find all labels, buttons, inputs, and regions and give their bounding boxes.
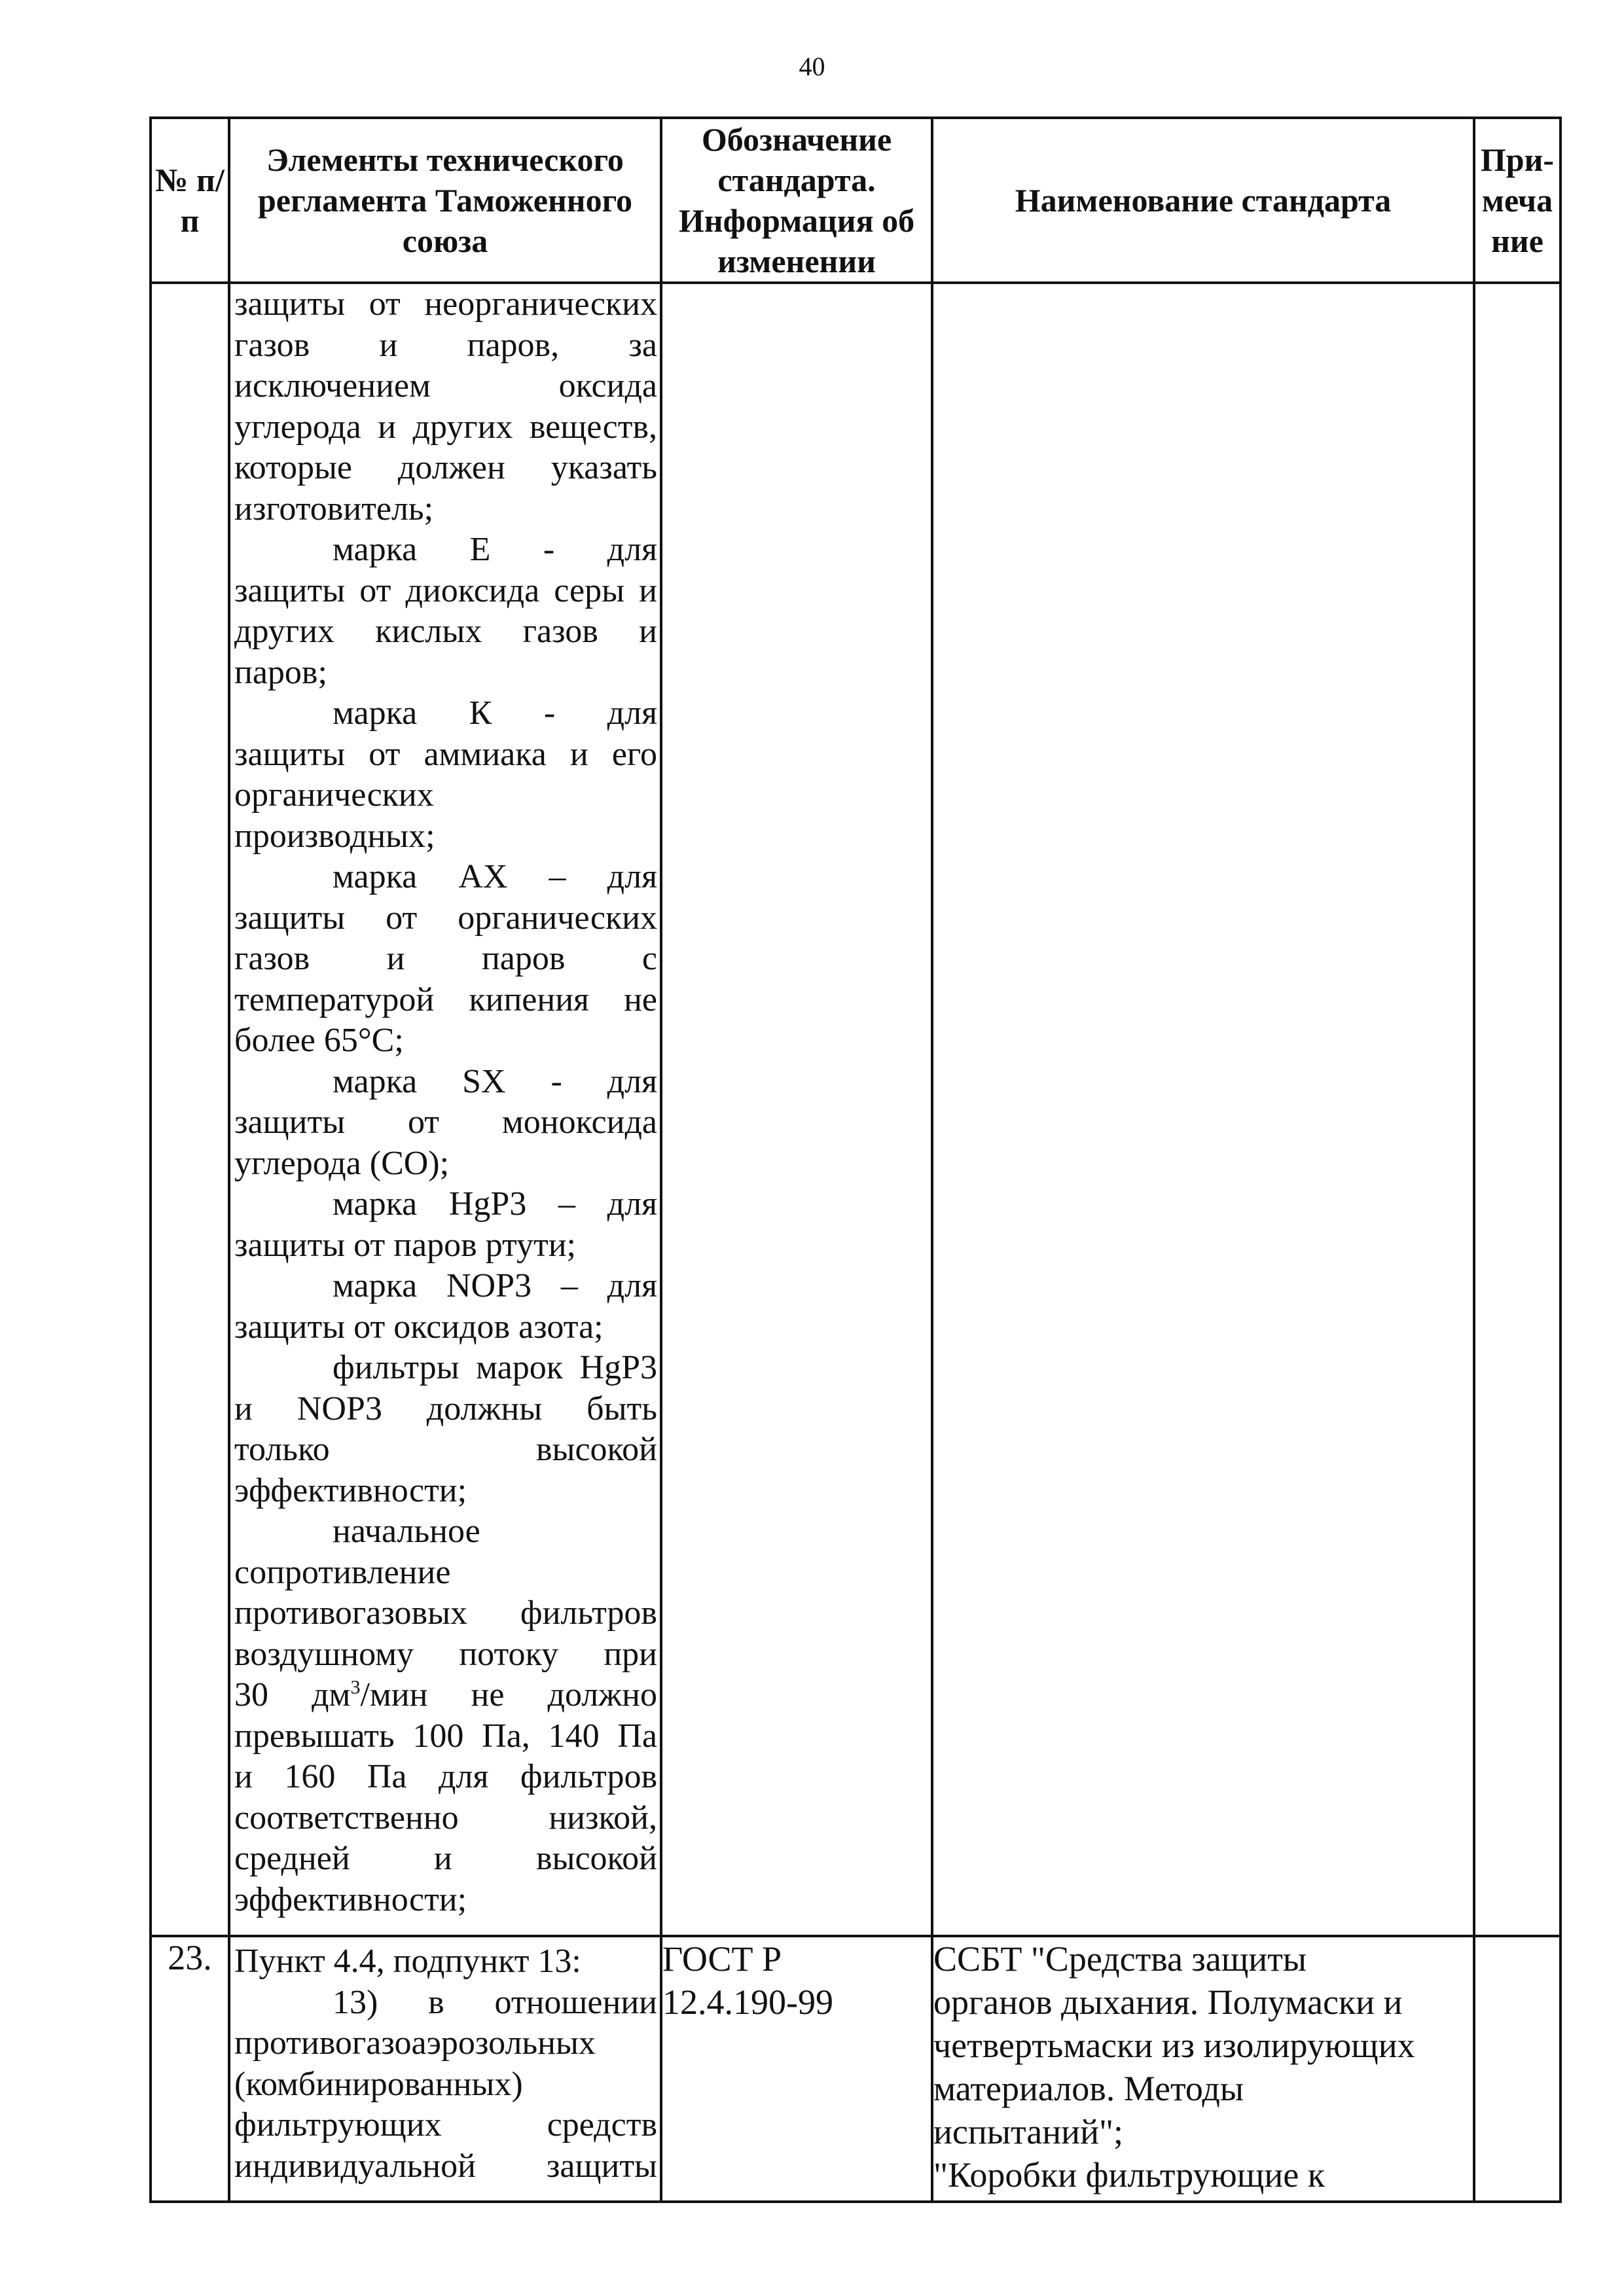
text-line: газов и паров, за: [234, 326, 657, 364]
text-line: марка АХ – для: [333, 858, 657, 895]
cell-elements-23: [229, 1936, 661, 2202]
text-line: других кислых газов и: [234, 613, 657, 650]
text-line: превышать 100 Па, 140 Па: [234, 1717, 657, 1755]
text-line: которые должен указать: [234, 449, 657, 486]
designation-line: 12.4.190-99: [662, 1982, 833, 2022]
text-line: эффективности;: [234, 1471, 467, 1509]
text-line: углерода (СО);: [234, 1144, 450, 1182]
name-line: "Коробки фильтрующие к: [933, 2155, 1325, 2195]
text-line: исключением оксида: [234, 367, 657, 404]
name-line: испытаний";: [933, 2112, 1124, 2151]
superscript: 3: [350, 1676, 361, 1698]
text-line: марка SX - для: [333, 1062, 657, 1100]
text-line: (комбинированных): [234, 2065, 523, 2103]
name-line: материалов. Методы: [933, 2069, 1244, 2108]
text-line: средней и высокой: [234, 1840, 657, 1877]
name-line: четвертьмаски из изолирующих: [933, 2026, 1415, 2065]
text-line: эффективности;: [234, 1880, 467, 1918]
cell-elements-continuation: [229, 283, 661, 1936]
continuation-text: [230, 284, 660, 1920]
text-line: Пункт 4.4, подпункт 13:: [234, 1943, 581, 1980]
text-line: и 160 Па для фильтров: [234, 1758, 657, 1795]
text-line: [234, 1675, 657, 1716]
cell-name-empty: [932, 283, 1474, 1936]
cell-name-23: [932, 1936, 1474, 2202]
page-number: 40: [799, 52, 825, 81]
text-segment: /мин не должно: [360, 1676, 657, 1713]
text-line: защиты от неорганических: [234, 285, 657, 323]
text-line: более 65°С;: [234, 1022, 404, 1059]
text-line: и NOP3 должны быть: [234, 1390, 657, 1427]
text-line: индивидуальной защиты: [234, 2147, 657, 2185]
header-num: № п/п: [151, 118, 229, 283]
text-line: марка К - для: [333, 694, 657, 732]
header-name: Наименование стандарта: [932, 118, 1474, 283]
text-line: марка Е - для: [333, 531, 657, 568]
text-line: сопротивление: [234, 1553, 451, 1591]
row23-elements-text: [230, 1937, 660, 2187]
cell-notes-23: [1474, 1936, 1561, 2202]
text-line: марка NOP3 – для: [333, 1267, 657, 1304]
text-line: защиты от диоксида серы и: [234, 571, 657, 609]
name-line: ССБТ "Средства защиты: [933, 1939, 1307, 1979]
text-line: противогазоаэрозольных: [234, 2024, 596, 2062]
standards-table: [149, 117, 1562, 2203]
text-line: температурой кипения не: [234, 980, 657, 1018]
header-designation: Обозначение стандарта. Информация об изменении: [661, 118, 932, 283]
text-line: только высокой: [234, 1431, 657, 1468]
text-line: защиты от органических: [234, 899, 657, 937]
text-line: углерода и других веществ,: [234, 408, 657, 446]
text-line: защиты от моноксида: [234, 1103, 657, 1141]
header-elements: Элементы технического регламента Таможенного союза: [229, 118, 661, 283]
table-header-row: [151, 118, 1561, 283]
table-row-continuation: [151, 283, 1561, 1936]
cell-num-empty: [151, 283, 229, 1936]
text-line: начальное: [333, 1513, 480, 1550]
designation-line: ГОСТ Р: [662, 1939, 782, 1979]
text-line: изготовитель;: [234, 490, 434, 528]
text-line: производных;: [234, 817, 435, 855]
name-line: органов дыхания. Полумаски и: [933, 1982, 1403, 2022]
cell-designation-23: [661, 1936, 932, 2202]
text-line: соответственно низкой,: [234, 1799, 657, 1837]
text-segment: 30 дм: [234, 1676, 351, 1713]
cell-notes-empty: [1474, 283, 1561, 1936]
row-number: 23.: [151, 1936, 229, 2202]
text-line: защиты от паров ртути;: [234, 1226, 577, 1264]
text-line: фильтрующих средств: [234, 2106, 657, 2144]
text-line: фильтры марок HgP3: [333, 1349, 657, 1386]
text-line: марка HgP3 – для: [333, 1185, 657, 1223]
header-notes: При-меча ние: [1474, 118, 1561, 283]
text-line: защиты от аммиака и его: [234, 735, 657, 773]
text-line: 13) в отношении: [333, 1983, 657, 2021]
cell-designation-empty: [661, 283, 932, 1936]
text-line: защиты от оксидов азота;: [234, 1308, 604, 1346]
table-row-23: [151, 1936, 1561, 2202]
text-line: воздушному потоку при: [234, 1635, 657, 1673]
text-line: паров;: [234, 653, 327, 691]
text-line: противогазовых фильтров: [234, 1594, 657, 1632]
text-line: газов и паров с: [234, 940, 657, 977]
text-line: органических: [234, 776, 434, 814]
